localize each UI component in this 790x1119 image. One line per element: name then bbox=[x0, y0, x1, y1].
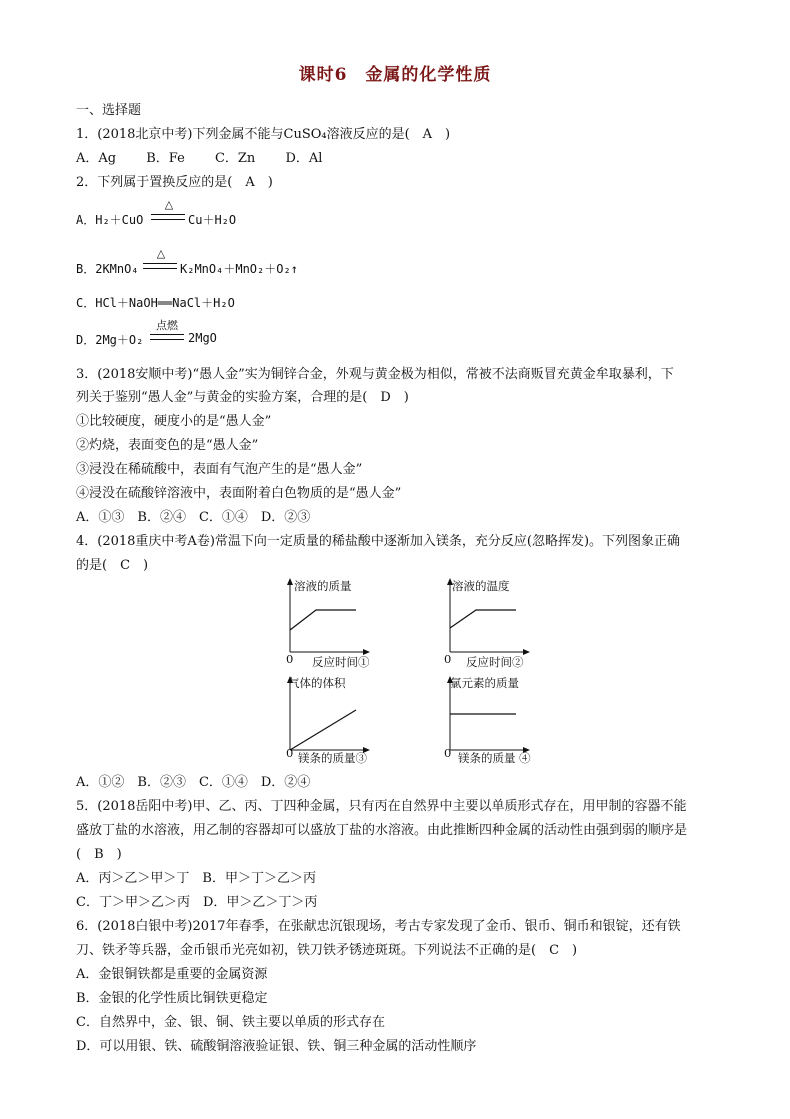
question-3-stem-line2: 列关于鉴别“愚人金”与黄金的实验方案，合理的是( D ) bbox=[76, 390, 409, 405]
q2-option-c: C．HCl＋NaOH══NaCl＋H₂O bbox=[76, 296, 235, 310]
question-5-stem-line1: 5．(2018岳阳中考)甲、乙、丙、丁四种金属，只有丙在自然界中主要以单质形式存在，用甲制的容器不能 bbox=[76, 799, 687, 814]
q2-option-d-condition: 点燃 bbox=[156, 319, 178, 332]
graph-4-y-label: 氯元素的质量 bbox=[450, 676, 519, 690]
question-5-options-line1: A．丙＞乙＞甲＞丁 B．甲＞丁＞乙＞丙 bbox=[76, 871, 316, 886]
graph-1-origin: 0 bbox=[286, 652, 294, 666]
question-1-stem: 1．(2018北京中考)下列金属不能与CuSO₄溶液反应的是( A ) bbox=[76, 127, 451, 142]
q2-option-d-right: 2MgO bbox=[188, 331, 217, 345]
q2-option-b-equals bbox=[143, 263, 177, 269]
question-4-options: A．①② B．②③ C．①④ D．②④ bbox=[76, 775, 311, 790]
graph-1-x-label: 反应时间① bbox=[312, 655, 370, 669]
q2-option-b-left: B．2KMnO₄ bbox=[76, 262, 139, 276]
q2-option-d-equals bbox=[150, 334, 184, 340]
question-2-stem: 2．下列属于置换反应的是( A ) bbox=[76, 175, 273, 190]
graph-2-x-label: 反应时间② bbox=[466, 655, 524, 669]
question-3-stem-line1: 3．(2018安顺中考)“愚人金”实为铜锌合金，外观与黄金极为相似，常被不法商贩冒充黄金牟取暴利，下 bbox=[76, 367, 674, 382]
graph-2-x-arrow bbox=[523, 649, 530, 655]
q6-option-a: A．金银铜铁都是重要的金属资源 bbox=[76, 967, 268, 982]
graph-2-curve bbox=[450, 610, 516, 628]
graph-2-y-label: 溶液的温度 bbox=[452, 579, 510, 593]
graph-2-origin: 0 bbox=[444, 652, 452, 666]
question-6-stem-line1: 6．(2018白银中考)2017年春季，在张献忠沉银现场，考古专家发现了金币、银币、铜币和银锭，还有铁 bbox=[76, 919, 681, 934]
q1-option-d: D．Al bbox=[285, 151, 323, 166]
q6-option-b: B．金银的化学性质比铜铁更稳定 bbox=[76, 991, 268, 1006]
q6-option-c: C．自然界中，金、银、铜、铁主要以单质的形式存在 bbox=[76, 1015, 385, 1030]
q3-statement-1: ①比较硬度，硬度小的是“愚人金” bbox=[76, 414, 272, 429]
q3-statement-3: ③浸没在稀硫酸中，表面有气泡产生的是“愚人金” bbox=[76, 462, 363, 477]
graph-3-y-label: 气体的体积 bbox=[288, 676, 346, 690]
q1-option-b: B．Fe bbox=[146, 151, 185, 166]
question-5-stem-line3: ( B ) bbox=[76, 847, 122, 862]
graph-1-y-arrow bbox=[287, 578, 293, 585]
q1-option-a: A．Ag bbox=[76, 151, 117, 166]
graph-1-curve bbox=[290, 610, 356, 630]
question-4-stem-line2: 的是( C ) bbox=[76, 558, 149, 573]
q2-option-a-right: Cu＋H₂O bbox=[188, 213, 237, 227]
graph-1-y-label: 溶液的质量 bbox=[294, 579, 352, 593]
section-heading: 一、选择题 bbox=[76, 103, 142, 118]
question-6-stem-line2: 刀、铁矛等兵器，金币银币光亮如初，铁刀铁矛锈迹斑斑。下列说法不正确的是( C ) bbox=[76, 943, 578, 958]
question-3-options: A．①③ B．②④ C．①④ D．②③ bbox=[76, 510, 311, 525]
graph-3-curve bbox=[290, 710, 356, 750]
question-1-options bbox=[76, 150, 348, 168]
question-4-stem-line1: 4．(2018重庆中考A卷)常温下向一定质量的稀盐酸中逐渐加入镁条，充分反应(忽略挥发)。下列图象正确 bbox=[76, 534, 681, 549]
q2-option-a-condition: △ bbox=[164, 198, 174, 211]
q2-option-d-left: D．2Mg＋O₂ bbox=[76, 333, 144, 347]
q3-statement-4: ④浸没在硫酸锌溶液中，表面附着白色物质的是“愚人金” bbox=[76, 486, 402, 501]
q2-option-a-left: A．H₂＋CuO bbox=[76, 213, 144, 227]
q1-option-c: C．Zn bbox=[214, 151, 256, 166]
q2-option-b-condition: △ bbox=[156, 247, 166, 260]
graph-4-x-label: 镁条的质量 ④ bbox=[458, 751, 531, 765]
question-5-options-line2: C．丁＞甲＞乙＞丙 D．甲＞乙＞丁＞丙 bbox=[76, 895, 318, 910]
page-title: 课时6 金属的化学性质 bbox=[298, 65, 492, 85]
question-5-stem-line2: 盛放丁盐的水溶液，用乙制的容器却可以盛放丁盐的水溶液。由此推断四种金属的活动性由强到弱的顺序是 bbox=[76, 823, 688, 838]
q6-option-d: D．可以用银、铁、硫酸铜溶液验证银、铁、铜三种金属的活动性顺序 bbox=[76, 1039, 477, 1054]
graph-4-origin: 0 bbox=[444, 746, 452, 760]
q2-option-b-right: K₂MnO₄＋MnO₂＋O₂↑ bbox=[180, 262, 298, 276]
q2-option-a-equals bbox=[151, 214, 185, 220]
graph-3-origin: 0 bbox=[286, 746, 294, 760]
q3-statement-2: ②灼烧，表面变色的是“愚人金” bbox=[76, 438, 259, 453]
graph-3-x-label: 镁条的质量③ bbox=[298, 751, 367, 765]
